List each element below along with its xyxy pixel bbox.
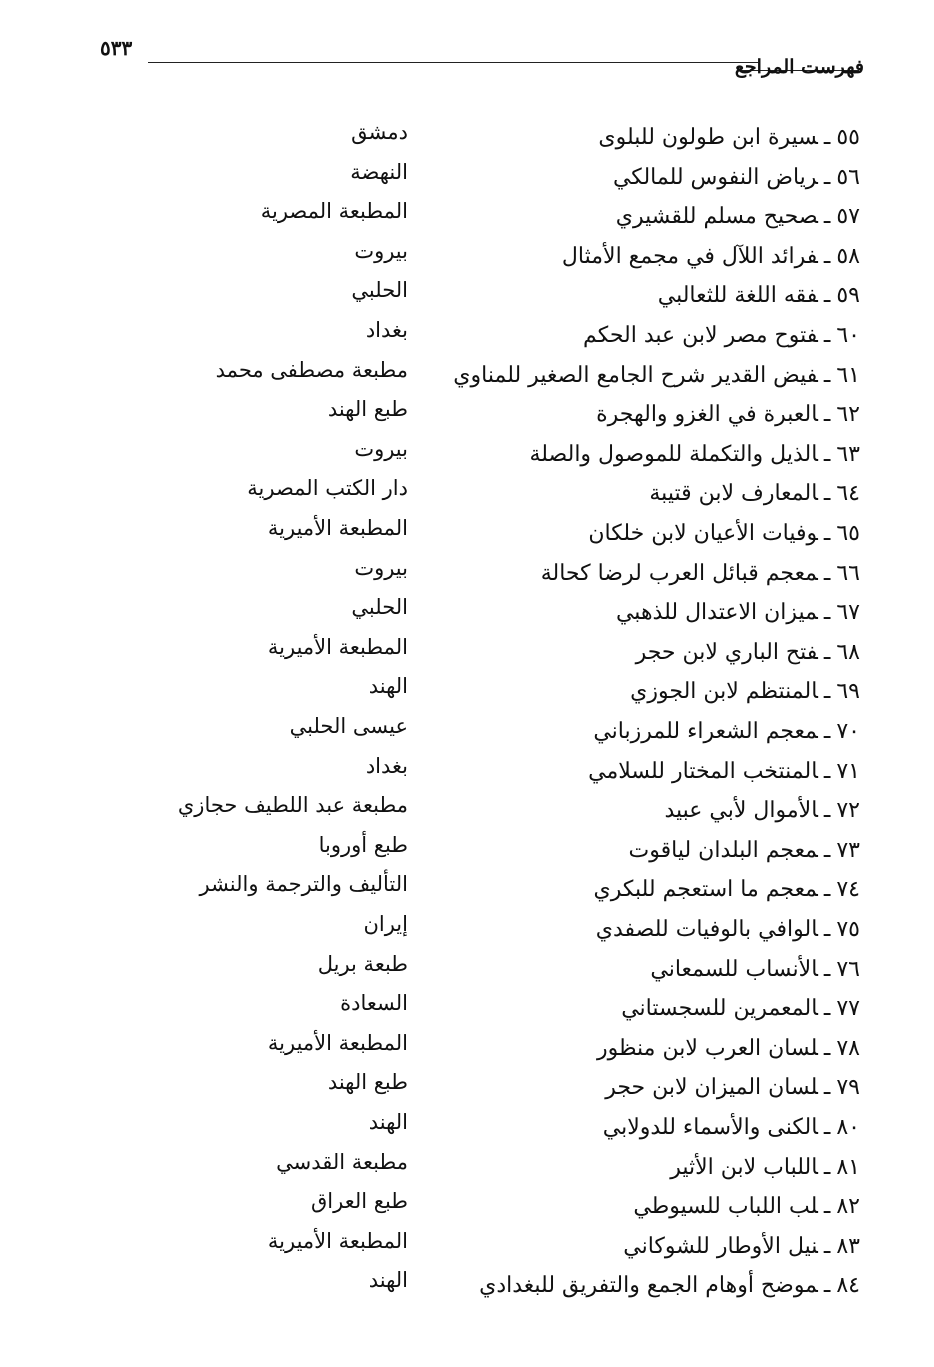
reference-separator: ـ — [823, 1233, 831, 1259]
reference-title-cell — [400, 554, 860, 594]
reference-title-cell — [400, 633, 860, 673]
reference-title: الأموال لأبي عبيد — [664, 798, 818, 824]
reference-publisher: المطبعة الأميرية — [267, 1030, 408, 1055]
reference-number: ٧٧ — [836, 996, 860, 1022]
reference-entry — [0, 1266, 934, 1306]
reference-title-cell — [400, 1148, 860, 1188]
reference-title-cell — [400, 118, 860, 158]
reference-publisher: الهند — [368, 1268, 408, 1293]
reference-title: موضح أوهام الجمع والتفريق للبغدادي — [479, 1273, 818, 1299]
reference-number: ٥٥ — [836, 125, 860, 150]
reference-number: ٦١ — [836, 362, 860, 388]
reference-number: ٧١ — [836, 758, 860, 784]
reference-separator: ـ — [823, 758, 831, 784]
reference-title-cell — [400, 870, 860, 910]
reference-number: ٦٠ — [836, 323, 860, 348]
reference-number: ٧٤ — [836, 877, 860, 903]
reference-number: ٧٦ — [836, 956, 860, 982]
reference-title: فيض القدير شرح الجامع الصغير للمناوي — [453, 362, 818, 388]
reference-publisher: مطبعة مصطفى محمد — [215, 357, 408, 382]
reference-title-cell — [400, 237, 860, 277]
reference-publisher: طبع الهند — [327, 1070, 408, 1095]
reference-title: اللباب لابن الأثير — [670, 1154, 818, 1180]
reference-separator: ـ — [823, 996, 831, 1022]
reference-title-cell — [400, 989, 860, 1029]
reference-separator: ـ — [823, 679, 831, 705]
reference-publisher: النهضة — [350, 159, 408, 184]
reference-publisher: الهند — [368, 674, 408, 699]
reference-title-cell — [400, 356, 860, 396]
reference-title-cell — [400, 831, 860, 871]
reference-separator: ـ — [823, 1075, 831, 1101]
reference-separator: ـ — [823, 917, 831, 942]
reference-title: فتوح مصر لابن عبد الحكم — [583, 323, 818, 348]
reference-publisher: طبع العراق — [311, 1189, 408, 1214]
reference-title: الوافي بالوفيات للصفدي — [595, 917, 818, 942]
reference-title-cell — [400, 791, 860, 831]
reference-title: لسان الميزان لابن حجر — [605, 1075, 818, 1101]
reference-separator: ـ — [823, 204, 831, 230]
reference-separator: ـ — [823, 1154, 831, 1180]
reference-title: فقه اللغة للثعالبي — [657, 283, 818, 309]
reference-number: ٧٣ — [836, 837, 860, 863]
reference-number: ٦٣ — [836, 441, 860, 467]
reference-title-cell — [400, 435, 860, 475]
reference-publisher: مطبعة القدسي — [276, 1149, 408, 1174]
reference-title-cell — [400, 593, 860, 633]
reference-title-cell — [400, 395, 860, 435]
reference-number: ٨٤ — [836, 1273, 860, 1299]
reference-number: ٥٨ — [836, 243, 860, 269]
page-title: فهرست المراجع — [734, 56, 864, 78]
reference-separator: ـ — [823, 283, 831, 309]
reference-number: ٧٥ — [836, 917, 860, 942]
reference-publisher: بغداد — [365, 753, 408, 778]
reference-title: معجم البلدان لياقوت — [628, 837, 818, 863]
reference-separator: ـ — [823, 243, 831, 269]
reference-number: ٦٤ — [836, 481, 860, 507]
reference-title-cell — [400, 1227, 860, 1267]
reference-separator: ـ — [823, 639, 831, 665]
reference-title: صحيح مسلم للقشيري — [615, 204, 818, 230]
reference-separator: ـ — [823, 837, 831, 863]
reference-number: ٨١ — [836, 1154, 860, 1180]
reference-publisher: المطبعة الأميرية — [267, 634, 408, 659]
reference-publisher: بيروت — [354, 436, 408, 461]
reference-number: ٧٠ — [836, 719, 860, 744]
reference-title-cell — [400, 474, 860, 514]
reference-separator: ـ — [823, 521, 831, 546]
reference-publisher: الهند — [368, 1110, 408, 1134]
reference-publisher: إيران — [363, 912, 408, 936]
reference-publisher: التأليف والترجمة والنشر — [199, 872, 408, 897]
reference-separator: ـ — [823, 125, 831, 150]
reference-publisher: السعادة — [340, 991, 408, 1016]
reference-publisher: الحلبي — [351, 595, 408, 620]
reference-title-cell — [400, 672, 860, 712]
reference-title: الأنساب للسمعاني — [650, 956, 818, 982]
reference-publisher: المطبعة المصرية — [260, 199, 408, 224]
reference-publisher: طبع أوروبا — [318, 832, 408, 857]
reference-title: فرائد اللآل في مجمع الأمثال — [561, 243, 818, 269]
reference-title-cell — [400, 276, 860, 316]
reference-separator: ـ — [823, 481, 831, 507]
reference-publisher: مطبعة عبد اللطيف حجازي — [177, 793, 408, 818]
reference-title: معجم الشعراء للمرزباني — [593, 719, 818, 744]
reference-publisher: بيروت — [354, 238, 408, 263]
reference-title-cell — [400, 197, 860, 237]
reference-title: معجم ما استعجم للبكري — [593, 877, 818, 903]
reference-title: المعارف لابن قتيبة — [649, 481, 818, 507]
reference-separator: ـ — [823, 1194, 831, 1220]
reference-number: ٥٧ — [836, 204, 860, 230]
reference-title: المنتظم لابن الجوزي — [630, 679, 818, 705]
reference-number: ٨٣ — [836, 1233, 860, 1259]
reference-title-cell — [400, 514, 860, 554]
reference-title: معجم قبائل العرب لرضا كحالة — [540, 560, 818, 586]
reference-separator: ـ — [823, 1273, 831, 1299]
reference-title: المنتخب المختار للسلامي — [588, 758, 818, 784]
reference-number: ٧٢ — [836, 798, 860, 824]
reference-title: الذيل والتكملة للموصول والصلة — [529, 441, 818, 467]
reference-title-cell — [400, 712, 860, 752]
reference-title-cell — [400, 1266, 860, 1306]
reference-number: ٦٦ — [836, 560, 860, 586]
reference-title: الكنى والأسماء للدولابي — [602, 1115, 818, 1140]
reference-separator: ـ — [823, 1115, 831, 1140]
reference-title-cell — [400, 158, 860, 198]
reference-title-cell — [400, 1108, 860, 1148]
reference-title-cell — [400, 950, 860, 990]
reference-publisher: المطبعة الأميرية — [267, 516, 408, 540]
reference-publisher: المطبعة الأميرية — [267, 1228, 408, 1253]
page-header — [92, 26, 864, 86]
header-rule — [148, 62, 758, 63]
reference-title-cell — [400, 1187, 860, 1227]
page-number: ٥٣٣ — [100, 36, 133, 60]
reference-separator: ـ — [823, 323, 831, 348]
reference-separator: ـ — [823, 798, 831, 824]
reference-publisher: بغداد — [365, 318, 408, 342]
reference-number: ٦٧ — [836, 600, 860, 626]
reference-title-cell — [400, 910, 860, 950]
reference-publisher: طبعة بريل — [317, 951, 408, 976]
reference-title-cell — [400, 316, 860, 356]
reference-title: لسان العرب لابن منظور — [597, 1035, 818, 1061]
reference-number: ٨٠ — [836, 1115, 860, 1140]
reference-title: رياض النفوس للمالكي — [612, 164, 818, 190]
reference-number: ٥٦ — [836, 164, 860, 190]
reference-separator: ـ — [823, 560, 831, 586]
reference-title: وفيات الأعيان لابن خلكان — [588, 521, 818, 546]
reference-separator: ـ — [823, 956, 831, 982]
reference-separator: ـ — [823, 441, 831, 467]
reference-separator: ـ — [823, 164, 831, 190]
reference-title: سيرة ابن طولون للبلوى — [598, 125, 818, 150]
reference-number: ٦٥ — [836, 521, 860, 546]
reference-number: ٨٢ — [836, 1194, 860, 1220]
reference-title: لب اللباب للسيوطي — [633, 1194, 818, 1220]
reference-title: ميزان الاعتدال للذهبي — [615, 600, 818, 626]
reference-title: المعمرين للسجستاني — [621, 996, 818, 1022]
reference-publisher: دار الكتب المصرية — [247, 476, 408, 501]
reference-number: ٦٢ — [836, 402, 860, 428]
reference-number: ٧٩ — [836, 1075, 860, 1101]
reference-title-cell — [400, 1029, 860, 1069]
reference-title: فتح الباري لابن حجر — [635, 639, 818, 665]
reference-separator: ـ — [823, 600, 831, 626]
reference-separator: ـ — [823, 1035, 831, 1061]
reference-separator: ـ — [823, 362, 831, 388]
reference-number: ٦٩ — [836, 679, 860, 705]
reference-publisher: دمشق — [351, 120, 408, 144]
reference-number: ٥٩ — [836, 283, 860, 309]
reference-publisher: طبع الهند — [327, 397, 408, 422]
reference-separator: ـ — [823, 402, 831, 428]
reference-title-cell — [400, 1068, 860, 1108]
reference-number: ٧٨ — [836, 1035, 860, 1061]
reference-title: العبرة في الغزو والهجرة — [596, 402, 818, 428]
reference-separator: ـ — [823, 719, 831, 744]
reference-title-cell — [400, 752, 860, 792]
reference-publisher: الحلبي — [351, 278, 408, 303]
reference-title: نيل الأوطار للشوكاني — [623, 1233, 818, 1259]
reference-number: ٦٨ — [836, 639, 860, 665]
reference-publisher: بيروت — [354, 555, 408, 580]
reference-publisher: عيسى الحلبي — [289, 714, 408, 738]
reference-separator: ـ — [823, 877, 831, 903]
